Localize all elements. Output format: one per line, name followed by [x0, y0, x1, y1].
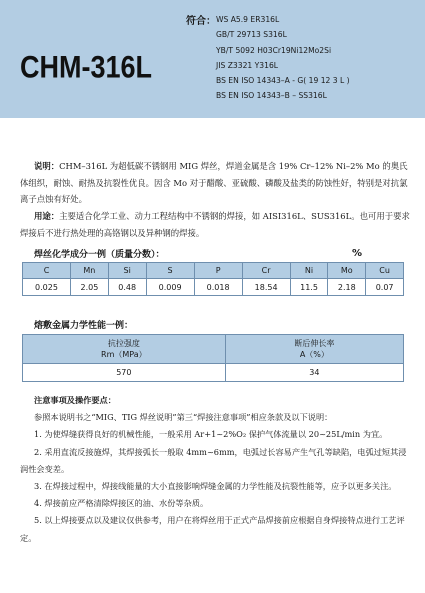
- list-item: 3. 在焊接过程中，焊接线能量的大小直接影响焊缝金属的力学性能及抗裂性能等，应予以更多关注。: [34, 481, 397, 492]
- table-cell: 570: [23, 364, 226, 382]
- notes-section: [20, 392, 412, 547]
- standard-item: WS A5.9 ER316L: [216, 15, 280, 24]
- notes-intro: 参照本说明书之“MIG、TIG 焊丝说明”第三“焊接注意事项”相应条款及以下说明：: [34, 412, 333, 423]
- table-header-row: [23, 263, 404, 279]
- table-header-cell: P: [194, 263, 242, 279]
- header-line: A（%）: [299, 350, 329, 359]
- list-item: 5. 以上焊接要点以及建议仅供参考，用户在将焊丝用于正式产品焊接前应根据自身焊接特点进行工艺评定。: [20, 515, 405, 543]
- table-header-cell: Mn: [71, 263, 109, 279]
- list-item: 2. 采用直流反接施焊，其焊接弧长一般取 4mm~6mm，电弧过长容易产生气孔等缺陷，电弧过短其浸润性会变差。: [20, 446, 407, 474]
- header-line: Rm（MPa）: [101, 350, 147, 359]
- description-text: CHM–316L 为超低碳不锈钢用 MIG 焊丝，焊道金属是含 19% Cr–12% Ni–2% Mo 的奥氏体组织，耐蚀、耐热及抗裂性优良。因含 Mo 对于醋酸、亚硫酸、磷酸及盐类的防蚀性好，特别是对抗氯离子点蚀有好处。: [20, 161, 408, 204]
- list-item: 4. 焊接前应严格清除焊接区的油、水份等杂质。: [34, 498, 209, 509]
- table-header-cell: Mo: [328, 263, 366, 279]
- table-header-row: [23, 335, 404, 364]
- product-name: CHM-316L: [20, 50, 153, 85]
- table-cell: 0.48: [108, 279, 146, 296]
- standards-list: [216, 12, 350, 104]
- chemical-title: 焊丝化学成分一例（质量分数）：: [34, 250, 165, 260]
- table-row: [23, 279, 404, 296]
- header-line: 断后伸长率: [294, 339, 335, 348]
- mechanical-title: 熔敷金属力学性能一例：: [34, 321, 134, 331]
- mechanical-properties-table: [22, 334, 404, 382]
- standard-item: YB/T 5092 H03Cr19Ni12Mo2Si: [216, 45, 332, 55]
- standard-item: BS EN ISO 14343–A - G( 19 12 3 L ): [216, 76, 350, 86]
- table-cell: 2.05: [71, 279, 109, 296]
- list-item: 1. 为使焊缝获得良好的机械性能，一般采用 Ar+1~2%O₂ 保护气体流量以 20~25L/min 为宜。: [34, 429, 388, 440]
- table-cell: 0.018: [194, 279, 242, 296]
- table-header-cell: Cr: [242, 263, 290, 279]
- table-cell: 0.009: [146, 279, 194, 296]
- usage-text: 主要适合化学工业、动力工程结构中不锈钢的焊接，如 AISI316L、SUS316L。也可用于要求焊接后不进行热处理的高铬钢以及异种钢的焊接。: [20, 211, 410, 238]
- table-cell: 0.07: [366, 279, 404, 296]
- usage-label: 用途：: [34, 211, 60, 221]
- notes-title: 注意事项及操作要点：: [34, 395, 116, 405]
- header-banner: [0, 0, 425, 118]
- description-label: 说明：: [34, 161, 60, 171]
- table-header-cell: Si: [108, 263, 146, 279]
- elongation-header: [225, 335, 403, 364]
- table-header-cell: Ni: [290, 263, 328, 279]
- tensile-strength-header: [23, 335, 226, 364]
- table-cell: 34: [225, 364, 403, 382]
- chemical-unit: %: [352, 248, 363, 259]
- standards-label: 符合：: [186, 16, 216, 27]
- table-header-cell: Cu: [366, 263, 404, 279]
- table-cell: 0.025: [23, 279, 71, 296]
- table-header-cell: S: [146, 263, 194, 279]
- table-cell: 2.18: [328, 279, 366, 296]
- table-row: [23, 364, 404, 382]
- table-cell: 11.5: [290, 279, 328, 296]
- description-paragraph: [20, 158, 410, 208]
- standard-item: JIS Z3321 Y316L: [216, 60, 279, 70]
- table-cell: 18.54: [242, 279, 290, 296]
- standard-item: GB/T 29713 S316L: [216, 30, 287, 40]
- chemical-composition-table: [22, 262, 404, 296]
- header-line: 抗拉强度: [107, 339, 140, 348]
- standard-item: BS EN ISO 14343–B – SS316L: [216, 91, 327, 101]
- usage-paragraph: [20, 208, 410, 241]
- table-header-cell: C: [23, 263, 71, 279]
